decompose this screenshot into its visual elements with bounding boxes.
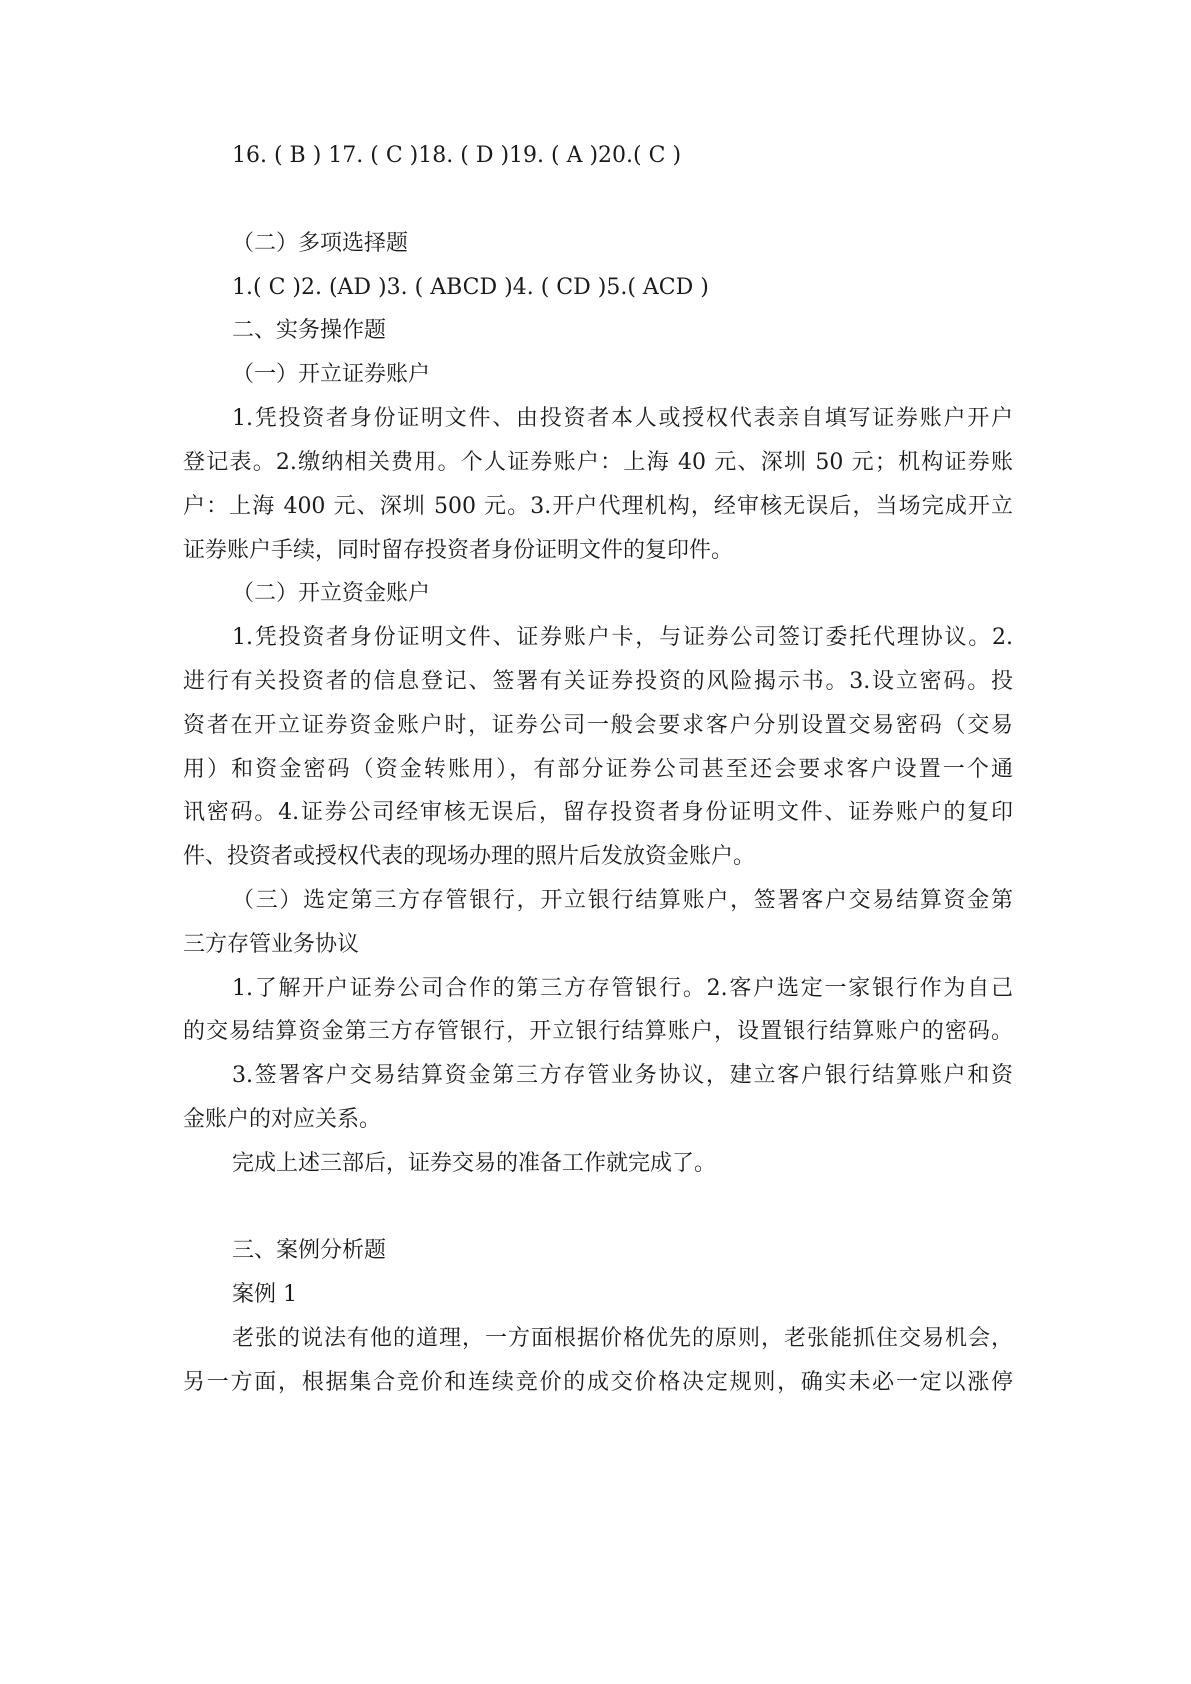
subheading-fund-account: （二）开立资金账户 (232, 581, 431, 606)
section-heading-case-analysis: 三、案例分析题 (232, 1238, 387, 1263)
subheading-third-party-depository: （三）选定第三方存管银行，开立银行结算账户，签署客户交易结算资金第 (232, 888, 1013, 913)
paragraph-line: 登记表。2.缴纳相关费用。个人证券账户：上海 40 元、深圳 50 元；机构证券账 (183, 450, 1013, 475)
section-heading-practical: 二、实务操作题 (232, 318, 387, 343)
paragraph-conclusion: 完成上述三部后，证券交易的准备工作就完成了。 (232, 1151, 717, 1176)
paragraph-line: 1.凭投资者身份证明文件、证券账户卡，与证券公司签订委托代理协议。2. (232, 625, 1013, 650)
answers-16-20: 16. ( B ) 17. ( C )18. ( D )19. ( A )20.( C ) (232, 143, 682, 168)
paragraph-line: 金账户的对应关系。 (183, 1107, 382, 1132)
paragraph-line: 证券账户手续，同时留存投资者身份证明文件的复印件。 (183, 538, 734, 563)
paragraph-line: 3.签署客户交易结算资金第三方存管业务协议，建立客户银行结算账户和资 (232, 1063, 1013, 1088)
paragraph-line: 讯密码。4.证券公司经审核无误后，留存投资者身份证明文件、证券账户的复印 (183, 800, 1013, 825)
paragraph-line: 老张的说法有他的道理，一方面根据价格优先的原则，老张能抓住交易机会， (232, 1326, 1013, 1351)
paragraph-line: 户：上海 400 元、深圳 500 元。3.开户代理机构，经审核无误后，当场完成开立 (183, 494, 1013, 519)
case-title: 案例 1 (232, 1282, 297, 1307)
paragraph-line: 1.了解开户证券公司合作的第三方存管银行。2.客户选定一家银行作为自己 (232, 976, 1013, 1001)
paragraph-line: 件、投资者或授权代表的现场办理的照片后发放资金账户。 (183, 844, 756, 869)
paragraph-line: 的交易结算资金第三方存管银行，开立银行结算账户，设置银行结算账户的密码。 (183, 1019, 1013, 1044)
section-heading-multiple-choice: （二）多项选择题 (232, 231, 409, 256)
subheading-third-party-depository-cont: 三方存管业务协议 (183, 932, 360, 957)
paragraph-line: 进行有关投资者的信息登记、签署有关证券投资的风险揭示书。3.设立密码。投 (183, 669, 1013, 694)
paragraph-line: 用）和资金密码（资金转账用），有部分证券公司甚至还会要求客户设置一个通 (183, 757, 1013, 782)
paragraph-line: 1.凭投资者身份证明文件、由投资者本人或授权代表亲自填写证券账户开户 (232, 406, 1013, 431)
paragraph-line: 资者在开立证券资金账户时，证券公司一般会要求客户分别设置交易密码（交易 (183, 713, 1013, 738)
subheading-securities-account: （一）开立证券账户 (232, 362, 431, 387)
paragraph-line: 另一方面，根据集合竞价和连续竞价的成交价格决定规则，确实未必一定以涨停 (183, 1370, 1013, 1395)
answers-multiple-choice: 1.( C )2. (AD )3. ( ABCD )4. ( CD )5.( ACD ) (232, 275, 709, 300)
